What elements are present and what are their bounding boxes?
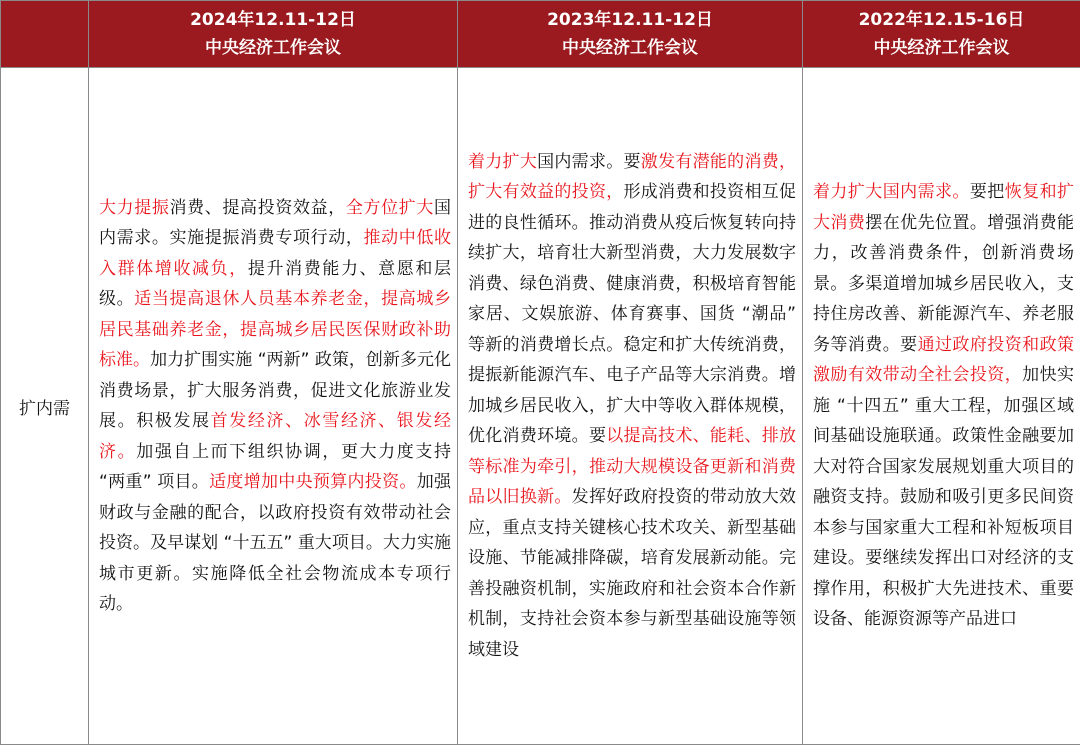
header-2024-meeting: 中央经济工作会议	[205, 38, 341, 58]
body-text: 加力扩围实施 “两新” 政策，创新多元化消费场景，扩大服务消费，促进文化旅游业发展。积极发展	[99, 350, 452, 431]
header-row	[1, 1, 1080, 68]
highlighted-text: 全方位扩大	[345, 197, 435, 218]
header-2022-meeting: 中央经济工作会议	[873, 38, 1010, 58]
highlighted-text: 恢复和扩大消费	[813, 182, 1075, 233]
body-text: 国内需求。要	[537, 151, 641, 172]
highlighted-text: 大力提振	[99, 197, 170, 218]
header-2022	[803, 1, 1080, 68]
content-row-domestic-demand	[1, 68, 1080, 745]
header-2024	[89, 1, 458, 68]
header-2023-date: 2023年12.11-12日	[547, 10, 713, 30]
highlighted-text: 适度增加中央预算内投资。	[209, 472, 417, 492]
body-text: 要把	[969, 182, 1005, 203]
highlighted-text: 着力扩大	[468, 151, 538, 172]
body-text: 加快实施 “十四五” 重大工程，加强区域间基础设施联通。政策性金融要加大对符合国家发展规划重大项目的融资支持。鼓励和吸引更多民间资本参与国家重大工程和补短板项目建设。要继续发挥出口对经济的支撑作用，积极扩大先进技术、重要设备、能源资源等产品进口	[813, 365, 1075, 630]
highlighted-text: 通过政府投资和政策激励有效带动全社会投资，	[813, 334, 1075, 386]
highlighted-text: 推动中低收入群体增收减负，	[99, 228, 452, 279]
cell-2024-text	[89, 68, 458, 745]
header-2023	[458, 1, 803, 68]
highlighted-text: 激发有潜能的消费，扩大有效益的投资，	[468, 151, 797, 203]
body-text: 形成消费和投资相互促进的良性循环。推动消费从疫后恢复转向持续扩大，培育壮大新型消费，大力发展数字消费、绿色消费、健康消费，积极培育智能家居、文娱旅游、体育赛事、国货 “潮品” 等新的消费增长点。稳定和扩大传统消费，提振新能源汽车、电子产品等大宗消费。增加城乡居民收入，扩大中等收入群体规模，优化消费环境。要	[468, 182, 796, 447]
header-2022-date: 2022年12.15-16日	[858, 10, 1025, 30]
body-text: 摆在优先位置。增强消费能力，改善消费条件，创新消费场景。多渠道增加城乡居民收入，支持住房改善、新能源汽车、养老服务等消费。要	[813, 212, 1075, 355]
body-text: 提升消费能力、意愿和层级。	[99, 258, 452, 309]
row-label: 扩内需	[1, 68, 89, 745]
cell-2022-text	[803, 68, 1080, 745]
header-2023-meeting: 中央经济工作会议	[562, 38, 698, 58]
body-text: 加强自上而下组织协调，更大力度支持 “两重” 项目。	[99, 441, 452, 492]
highlighted-text: 以提高技术、能耗、排放等标准为牵引，推动大规模设备更新和消费品以旧换新。	[468, 426, 797, 508]
highlighted-text: 适当提高退休人员基本养老金，提高城乡居民基础养老金，提高城乡居民医保财政补助标准。	[99, 289, 452, 370]
highlighted-text: 着力扩大国内需求。	[813, 182, 970, 203]
body-text: 加强财政与金融的配合，以政府投资有效带动社会投资。及早谋划 “十五五” 重大项目。大力实施城市更新。实施降低全社会物流成本专项行动。	[99, 472, 452, 614]
body-text: 国内需求。实施提振消费专项行动，	[99, 197, 452, 248]
highlighted-text: 首发经济、冰雪经济、银发经济。	[99, 411, 452, 462]
header-2024-date: 2024年12.11-12日	[190, 10, 356, 30]
header-corner-cell	[1, 1, 89, 68]
body-text: 消费、提高投资效益，	[169, 197, 346, 218]
body-text: 发挥好政府投资的带动放大效应，重点支持关键核心技术攻关、新型基础设施、节能减排降碳，培育发展新动能。完善投融资机制，实施政府和社会资本合作新机制，支持社会资本参与新型基础设施等领域建设	[468, 487, 797, 660]
cell-2023-text	[458, 68, 803, 745]
